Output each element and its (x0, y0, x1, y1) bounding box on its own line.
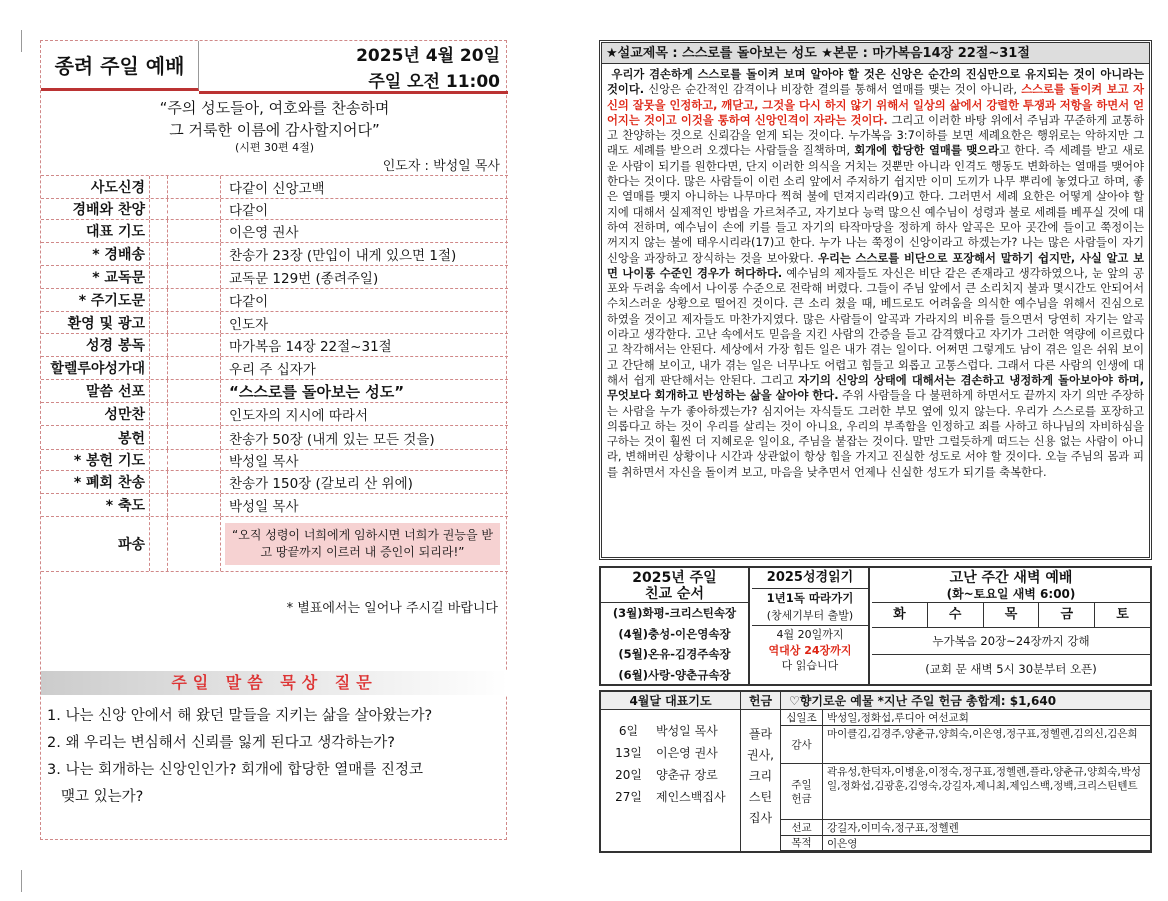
offering-total: ♡향기로운 예물 *지난 주일 헌금 총합계: $1,640 (789, 694, 1057, 708)
prayer-name: 이은영 권사 (656, 746, 718, 760)
offering-row (781, 820, 1150, 836)
order-spacer (149, 380, 167, 402)
order-label: 성경 봉독 (86, 338, 145, 354)
prayer-name: 박성일 목사 (656, 724, 718, 738)
order-label: * 봉헌 기도 (73, 453, 145, 469)
offering-type: 감사 (781, 726, 823, 763)
order-label: 말씀 선포 (86, 384, 145, 400)
crop-mark (0, 870, 22, 892)
date-text: 2025년 4월 20일 (356, 46, 500, 66)
day-cell: 토 (1116, 607, 1129, 622)
prayer-date: 13일 (615, 746, 642, 760)
order-label: * 폐회 찬송 (73, 475, 145, 491)
time-text: 주일 오전 11:00 (368, 72, 500, 92)
standing-note: * 별표에서는 일어나 주시길 바랍니다 (286, 601, 498, 616)
worship-order-page (40, 40, 507, 840)
order-value: 다같이 신앙고백 (229, 181, 325, 197)
order-row (41, 425, 508, 449)
sermon-title: ★설교제목 : 스스로를 돌아보는 성도 ★본문 : 마가복음14장 22절~31절 (602, 43, 1149, 64)
offering-header (601, 692, 1150, 710)
order-spacer (149, 471, 167, 493)
header (41, 41, 508, 93)
order-spacer (167, 266, 221, 288)
order-spacer (149, 312, 167, 333)
dawn-subtitle: (화~토요일 새벽 6:00) (872, 587, 1150, 603)
sermon-text: 우리가 겸손하게 스스로를 돌이켜 보며 알아야 할 것은 신앙은 순간의 진심만으로 유지되는 것이 아니라는 것이다. (607, 68, 1144, 97)
page-title: 종려 주일 예배 (41, 41, 199, 91)
order-spacer (149, 450, 167, 470)
order-value: 박성일 목사 (229, 499, 299, 515)
order-row (41, 175, 508, 198)
leader: 인도자 : 박성일 목사 (382, 159, 500, 174)
order-label: 성만찬 (104, 407, 145, 423)
order-spacer (167, 426, 221, 449)
prayer-date: 20일 (615, 768, 642, 782)
order-value: 찬송가 150장 (갈보리 산 위에) (229, 476, 413, 492)
offering-row (781, 764, 1150, 820)
reading-line: 1년1독 따라가기 (766, 591, 854, 605)
order-label: * 경배송 (92, 247, 145, 263)
order-label: * 교독문 (92, 270, 145, 286)
order-value: 찬송가 50장 (내게 있는 모든 것을) (229, 431, 435, 448)
offering-header-label: 헌금 (741, 692, 781, 709)
order-row (41, 379, 508, 402)
verse-ref: (시편 30편 4절) (234, 141, 315, 154)
prayer-header: 4월달 대표기도 (601, 692, 741, 709)
reading-line: 4월 20일까지 (776, 628, 844, 641)
order-row (41, 449, 508, 470)
order-value: 교독문 129번 (종려주일) (229, 271, 379, 287)
sermon-text: 그리고 이러한 바탕 위에서 주님과 꾸준하게 교통하고 찬양하는 것으로 신뢰감을 얻게 되는 것이다. 누가복음 3:7이하를 보면 세례요한은 행위로는 악하지만 그래도 세례를 받으러 오겠다는 사람들을 질책하며, (607, 113, 1144, 158)
order-value (221, 520, 508, 568)
order-row (41, 493, 508, 516)
offering-donors: 박성일,정화섭,루디아 여선교회 (827, 712, 969, 724)
sermon-text: 자기의 신앙의 상태에 대해서는 겸손하고 냉정하게 돌아보아야 하며, 무엇보다 회개하고 반성하는 삶을 살아야 한다. (607, 373, 1144, 403)
day-cell: 금 (1039, 603, 1095, 627)
sermon-text: 회개에 합당한 열매를 맺으라 (854, 144, 1000, 158)
order-row (41, 219, 508, 242)
sermon-text: 예수님의 제자들도 자신은 비단 같은 존재라고 생각하였으나, 눈 앞의 공포와 두려움 속에서 나이롱 수준으로 전락해 버렸다. 그들이 주님 앞에서 큰 소리치지 불과 몇시간도 안되어서 수치스러운 상황으로 떨어진 것이다. 큰 소리 쳤을 때, 베드로도 어려움을 의식한 예수님을 위해서 진심으로 하였을 것이고 제자들도 마찬가지였다. 많은 사람들이 알곡과 가라지의 비유를 들으면서 당연히 자기는 알곡이라고 생각한다. 고난 속에서도 믿음을 지킨 사람의 간증을 듣고 감격했다고 자기가 그러한 역량에 이르렀다고 착각해서는 안된다. 세상에서 가장 힘든 일은 내가 겪는 일이다. 어쩌면 그렇게도 남이 겪은 일은 쉬워 보이고 간단해 보이고, 내가 겪는 일은 너무나도 어렵고 힘들고 외롭고 고통스럽다. 그래서 다른 사람의 인생에 대해서 쉽게 판단해서는 안된다. 그리고 (607, 266, 1144, 387)
offering-donors: 강길자,이미숙,정구표,정헬렌 (827, 822, 959, 834)
fellowship-title: 친교 순서 (601, 586, 748, 603)
order-value: 인도자 (229, 316, 269, 333)
offering-box (599, 690, 1152, 853)
prayer-date: 6일 (618, 724, 639, 738)
fellowship-item: (3월)화평-크리스틴속장 (612, 606, 737, 620)
order-label: 할렐루야성가대 (50, 361, 145, 377)
scripture-verse (41, 97, 508, 155)
sermon-body (602, 64, 1149, 483)
offering-donors: 이은영 (827, 838, 858, 850)
offering-rows (781, 710, 1150, 851)
order-value: 우리 주 십자가 (229, 362, 316, 378)
order-spacer (167, 312, 221, 333)
order-spacer (149, 426, 167, 449)
order-row (41, 242, 508, 265)
order-spacer (167, 494, 221, 516)
order-row (41, 288, 508, 311)
order-spacer (149, 220, 167, 242)
question: 맺고 있는가? (61, 789, 144, 805)
prayer-name: 양춘규 장로 (656, 768, 718, 782)
prayer-schedule (601, 710, 741, 851)
order-spacer (167, 289, 221, 311)
sending-verse: “오직 성령이 너희에게 임하시면 너희가 권능을 받고 땅끝까지 이르러 내 증인이 되리라!” (225, 523, 500, 565)
offering-type: 십일조 (781, 710, 823, 725)
prayer-name: 제인스백집사 (656, 790, 726, 804)
reading-highlight: 역대상 24장까지 (768, 644, 852, 657)
order-spacer (149, 494, 167, 516)
day-cell: 수 (928, 603, 984, 627)
order-value: 박성일 목사 (229, 454, 299, 470)
order-row (41, 333, 508, 356)
order-row (41, 311, 508, 333)
order-spacer (167, 357, 221, 379)
question: 1. 나는 신앙 안에서 해 왔던 말들을 지키는 삶을 살아왔는가? (47, 708, 433, 724)
fellowship-item: (6월)사랑-양춘규속장 (618, 667, 731, 682)
sermon-highlight: 스스로를 돌이켜 보고 자신의 잘못을 인정하고, 깨닫고, 그것을 다시 하지 않기 위해서 일상의 삶에서 강렬한 투쟁과 저항을 하면서 얻어지는 것이고 이것을 통하여 신앙인격이 자라는 것이다. (607, 83, 1144, 127)
fellowship-list (601, 603, 748, 685)
order-value: 이은영 권사 (229, 225, 299, 241)
order-value: 다같이 (229, 203, 269, 219)
reading-line: 다 읽습니다 (781, 659, 839, 672)
order-spacer (167, 199, 221, 219)
order-row (41, 470, 508, 493)
prayer-date: 27일 (615, 790, 642, 804)
offering-type: 선교 (781, 820, 823, 835)
order-spacer (149, 357, 167, 379)
order-label: 대표 기도 (86, 224, 145, 240)
order-end (41, 571, 508, 573)
dawn-title: 고난 주간 새벽 예배 (949, 570, 1073, 586)
order-spacer (167, 380, 221, 402)
order-row (41, 516, 508, 571)
order-row (41, 402, 508, 425)
day-cell: 목 (984, 603, 1040, 627)
dawn-days (872, 603, 1150, 628)
schedule-box (599, 566, 1152, 686)
order-spacer (149, 334, 167, 356)
order-row (41, 265, 508, 288)
order-value: 인도자의 지시에 따라서 (229, 408, 368, 424)
order-label: 환영 및 광고 (67, 315, 145, 332)
order-label: * 축도 (105, 498, 145, 514)
order-spacer (167, 471, 221, 493)
dawn-note: (교회 문 새벽 5시 30분부터 오픈) (925, 662, 1097, 676)
order-label: 경배와 찬양 (72, 202, 145, 218)
offering-type: 주일 헌금 (781, 764, 823, 819)
sermon-page (599, 40, 1152, 853)
order-spacer (149, 403, 167, 425)
offering-counter: 플라 권사, 크리 스틴 집사 (741, 710, 781, 851)
order-row (41, 356, 508, 379)
question: 3. 나는 회개하는 신앙인인가? 회개에 합당한 열매를 진정코 (47, 762, 423, 778)
order-spacer (167, 403, 221, 425)
offering-donors: 곽유성,한덕자,이병윤,이정숙,정구표,정헬렌,플라,양춘규,양희숙,박성일,정화섭,김광훈,김영숙,강길자,제니최,제임스백,정백,크리스틴텐트 (827, 766, 1142, 792)
order-label: * 주기도문 (78, 293, 145, 309)
dawn-service (872, 568, 1150, 684)
fellowship-schedule (601, 568, 750, 684)
verse-line: 그 거룩한 이름에 감사할지어다” (169, 121, 380, 139)
reading-title: 2025성경읽기 (752, 568, 868, 589)
bible-reading (752, 568, 870, 684)
order-spacer (167, 243, 221, 265)
order-spacer (167, 450, 221, 470)
worship-order-table (41, 175, 508, 573)
order-spacer (149, 199, 167, 219)
order-value: 마가복음 14장 22절~31절 (229, 339, 392, 355)
order-label: 사도신경 (90, 180, 145, 196)
prayer-names (656, 710, 740, 851)
order-spacer (149, 289, 167, 311)
order-spacer (167, 220, 221, 242)
order-spacer (167, 517, 221, 571)
offering-row (781, 726, 1150, 764)
sermon-box (599, 40, 1152, 560)
order-label: 파송 (117, 537, 145, 553)
order-spacer (167, 334, 221, 356)
reading-line: (창세기부터 출발) (752, 607, 868, 626)
order-spacer (167, 176, 221, 198)
order-label: 봉헌 (117, 430, 145, 447)
order-spacer (149, 243, 167, 265)
order-row (41, 198, 508, 219)
sermon-text: 신앙은 순간적인 감격이나 비장한 결의를 통해서 열매를 맺는 것이 아니라, (644, 83, 1022, 97)
prayer-dates (601, 710, 656, 851)
sermon-text: 고 한다. 즉 세례를 받고 새로운 사람이 되기를 원한다면, 단지 이러한 의식을 거치는 것뿐만 아니라 인격도 행동도 변화하는 열매를 맺어야 한다는 것이다. 많은 사람들이 이런 소리 앞에서 주저하기 쉽지만 이미 도끼가 나무 뿌리에 놓였다고 하며, 좋은 열매를 맺지 아니하는 나무마다 찍혀 불에 던져지리라(9)고 한다. 그러면서 세례 요한은 어떻게 살아야 할지에 대해서 실제적인 방법을 가르쳐주고, 자기보다 능력 많으신 예수님이 성령과 불로 세례를 베푸실 것에 대하여 전하며, 예수님이 손에 키를 들고 자기의 타작마당을 정하게 하사 알곡은 모아 곳간에 들이고 쭉정이는 꺼지지 않는 불에 태우시리라(17)고 한다. 누가 나는 쭉정이 신앙이라고 하겠는가? 나는 많은 사람들이 자기 신앙을 과장하고 장식하는 것을 보아왔다. (607, 144, 1145, 265)
order-value: 찬송가 23장 (만입이 내게 있으면 1절) (229, 248, 457, 264)
sermon-text: 우리는 스스로를 비단으로 포장해서 말하기 쉽지만, 사실 알고 보면 나이롱 수준인 경우가 허다하다. (607, 251, 1144, 280)
fellowship-item: (5월)온유-김경주속장 (618, 647, 731, 661)
question: 2. 왜 우리는 변심해서 신뢰를 잃게 된다고 생각하는가? (47, 735, 395, 751)
sermon-text: 주위 사람들을 다 불편하게 하면서도 끝까지 자기 의만 주장하는 사람을 누가 좋아하겠는가? 심지어는 자식들도 그러한 부모 옆에 있지 않는다. 우리가 스스로를 포장하고 의롭다고 하는 것이 우리를 살리는 것이 아니요, 우리의 부족함을 인정하고 죄를 사하고 하나님의 자비하심을 구하는 것이 훨씬 더 지혜로운 일이요, 주님을 붙잡는 것이다. 말만 그럴듯하게 떠드는 신용 없는 사람이 아니라, 변해버린 상황이나 시간과 상관없이 항상 힘을 가지고 진실한 성도로 서야 할 것이다. 오늘 주님의 몸과 피를 취하면서 자신을 돌이켜 보고, 마음을 낮추면서 언제나 신실한 성도가 되기를 축복한다. (607, 389, 1144, 479)
meditation-title: 주일 말씀 묵상 질문 (41, 671, 508, 695)
order-spacer (149, 517, 167, 571)
fellowship-item: (4월)충성-이은영속장 (618, 626, 731, 641)
order-spacer (149, 266, 167, 288)
dawn-text: 누가복음 20장~24장까지 강해 (872, 628, 1150, 655)
order-value: “스스로를 돌아보는 성도” (229, 382, 405, 401)
service-date (356, 43, 500, 95)
order-spacer (149, 176, 167, 198)
offering-row (781, 710, 1150, 726)
crop-mark (0, 30, 22, 52)
day-cell: 화 (872, 603, 928, 627)
offering-donors: 마이클김,김경주,양춘규,양희숙,이은영,정구표,정헬렌,김의신,김은희 (827, 728, 1138, 740)
verse-line: “주의 성도들아, 여호와를 찬송하며 (159, 99, 390, 117)
fellowship-title: 2025년 주일 (632, 570, 717, 586)
order-value: 다같이 (229, 294, 269, 310)
meditation-questions (47, 703, 502, 811)
offering-row (781, 836, 1150, 851)
offering-type: 목적 (781, 836, 823, 850)
